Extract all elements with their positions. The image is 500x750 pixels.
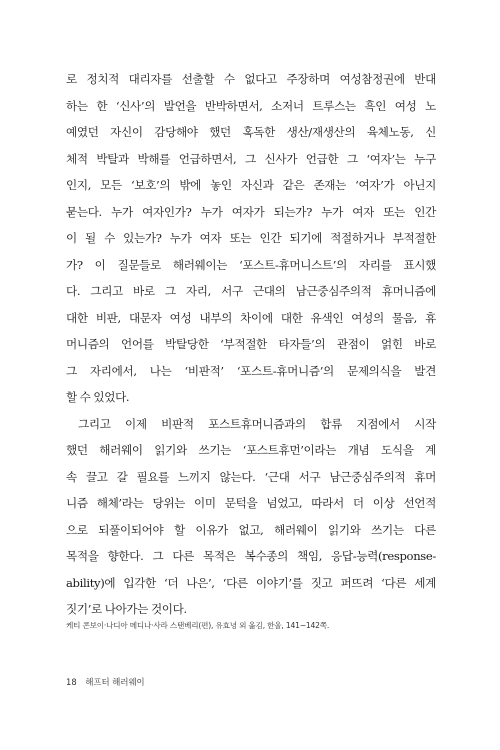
text-line: 그 자리에서, 나는 ‘비판적’ ‘포스트-휴머니즘’의 문제의식을 발견 xyxy=(66,363,436,378)
text-line: 예였던 자신이 감당해야 했던 혹독한 생산/재생산의 육체노동, 신 xyxy=(66,125,436,139)
body-text xyxy=(66,66,436,623)
text-line: ability)에 입각한 ‘더 나은’, ‘다른 이야기’를 짓고 퍼뜨려 ‘다른 세계 xyxy=(66,575,436,590)
text-line: 속 끌고 갈 필요를 느끼지 않는다. ‘근대 서구 남근중심주의적 휴머 xyxy=(66,469,436,484)
text-line: 다. 그리고 바로 그 자리, 서구 근대의 남근중심주의적 휴머니즘에 xyxy=(66,284,436,298)
text-line: 으로 되풀이되어야 할 이유가 없고, 해러웨이 읽기와 쓰기는 다른 xyxy=(66,522,436,537)
text-line: 짓기’로 나아가는 것이다. xyxy=(66,602,187,616)
text-line: 체적 박탈과 박해를 언급하면서, 그 신사가 언급한 그 ‘여자’는 누구 xyxy=(66,151,436,166)
text-line: 할 수 있었다. xyxy=(66,390,130,404)
footnote: 케티 콘보이·나디아 메디나·사라 스탠베리(편), 유효녕 외 옮김, 한울, 141~142쪽. xyxy=(66,621,330,630)
text-line: 가? 이 질문들로 해러웨이는 ‘포스트-휴머니스트’의 자리를 표시했 xyxy=(66,257,436,272)
text-line: 니즘 해체’라는 당위는 이미 문턱을 넘었고, 따라서 더 이상 선언적 xyxy=(66,496,436,510)
text-line: 묻는다. 누가 여자인가? 누가 여자가 되는가? 누가 여자 또는 인간 xyxy=(66,204,436,219)
running-title: 해프터 해러웨이 xyxy=(85,677,145,687)
text-line: 그리고 이제 비판적 포스트휴머니즘과의 합류 지점에서 시작 xyxy=(78,416,436,431)
text-line: 로 정치적 대리자를 선출할 수 없다고 주장하며 여성참정권에 반대 xyxy=(66,72,436,86)
text-line: 하는 한 ‘신사’의 발언을 반박하면서, 소저너 트루스는 흑인 여성 노 xyxy=(66,98,436,113)
text-line: 인지, 모든 ‘보호’의 밖에 놓인 자신과 같은 존재는 ‘여자’가 아닌지 xyxy=(66,178,436,192)
text-line: 머니즘의 언어를 박탈당한 ‘부적절한 타자들’의 관점이 얽힌 바로 xyxy=(66,337,436,351)
text-line: 이 될 수 있는가? 누가 여자 또는 인간 되기에 적절하거나 부적절한 xyxy=(66,231,436,245)
text-line: 목적을 향한다. 그 다른 목적은 복수종의 책임, 응답-능력(response- xyxy=(66,549,436,563)
page-footer xyxy=(66,676,145,688)
page-number: 18 xyxy=(66,677,77,687)
text-line: 했던 해러웨이 읽기와 쓰기는 ‘포스트휴먼’이라는 개념 도식을 계 xyxy=(66,443,436,457)
text-line: 대한 비판, 대문자 여성 내부의 차이에 대한 유색인 여성의 물음, 휴 xyxy=(66,310,436,325)
paragraph-1 xyxy=(66,66,436,411)
paragraph-2 xyxy=(66,411,436,623)
